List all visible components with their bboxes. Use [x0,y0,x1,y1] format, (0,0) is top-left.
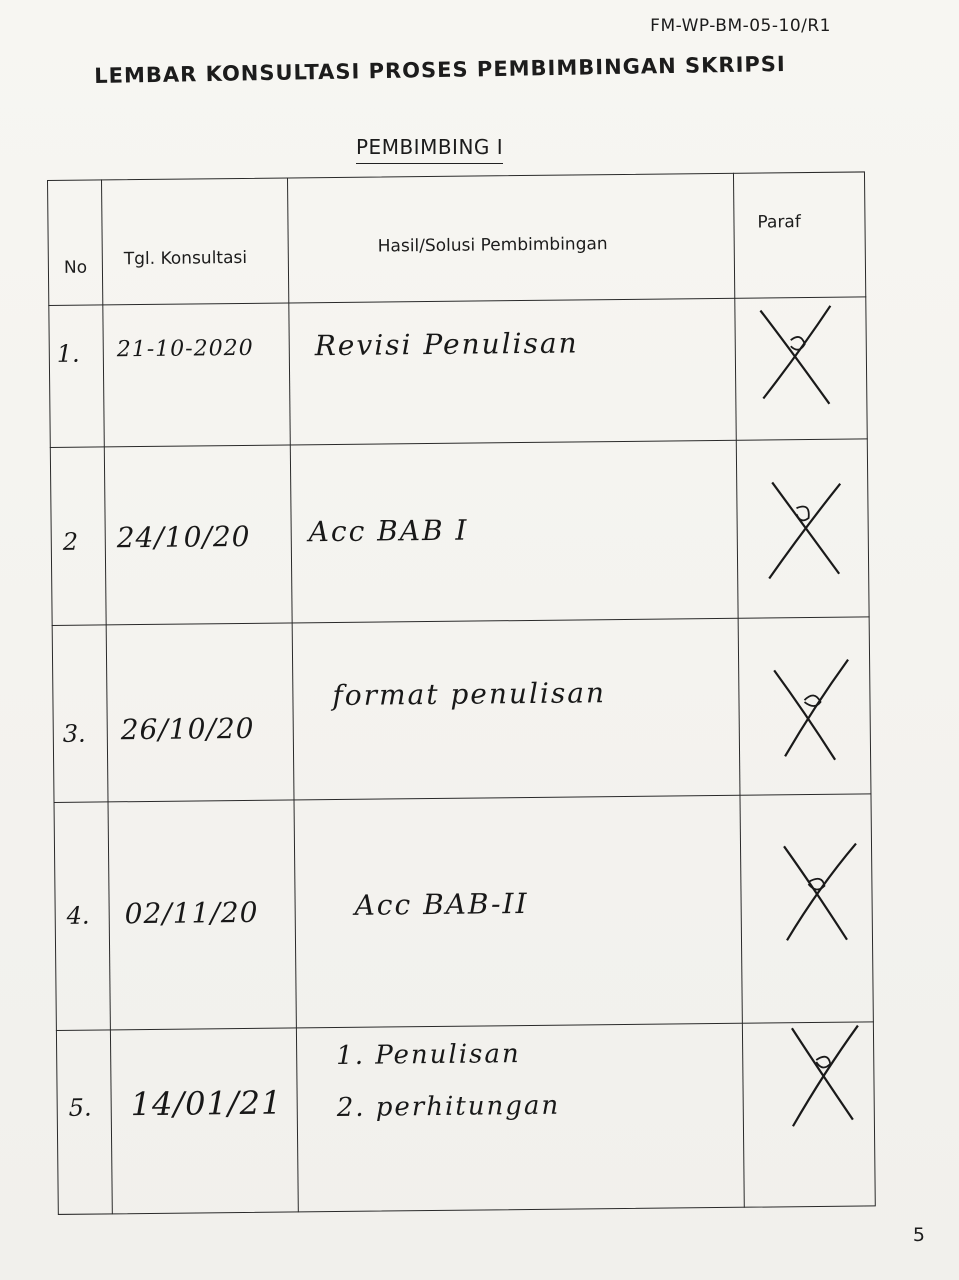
row-number: 1. [56,339,80,368]
consultation-date: 26/10/20 [120,711,255,747]
row-number: 2 [62,527,79,556]
row-number: 5. [68,1093,92,1122]
consultation-date: 14/01/21 [130,1083,283,1124]
header-result: Hasil/Solusi Pembimbingan [377,234,608,257]
consultation-date: 21-10-2020 [116,335,254,363]
page-number: 5 [912,1224,925,1246]
form-code: FM-WP-BM-05-10/R1 [650,16,831,36]
header-date: Tgl. Konsultasi [123,247,248,270]
page-title: LEMBAR KONSULTASI PROSES PEMBIMBINGAN SKRIPSI [94,51,786,89]
solution-text: Revisi Penulisan [314,326,579,363]
paraf-signature [764,656,857,767]
consultation-table [47,171,876,1215]
paraf-signature [772,835,865,946]
paraf-signature [758,474,851,585]
solution-text: 1. Penulisan [336,1039,521,1072]
solution-text: 2. perhitungan [336,1090,561,1124]
consultation-date: 02/11/20 [124,895,259,931]
subtitle: PEMBIMBING I [356,135,503,164]
solution-text: format penulisan [332,676,607,713]
row-number: 3. [62,719,86,748]
consultation-date: 24/10/20 [116,519,251,555]
solution-text: Acc BAB I [308,513,469,549]
header-no: No [63,257,88,278]
header-paraf: Paraf [757,212,801,233]
solution-text: Acc BAB-II [354,886,529,922]
paraf-signature [750,300,843,411]
paraf-signature [776,1019,869,1130]
row-number: 4. [66,901,90,930]
